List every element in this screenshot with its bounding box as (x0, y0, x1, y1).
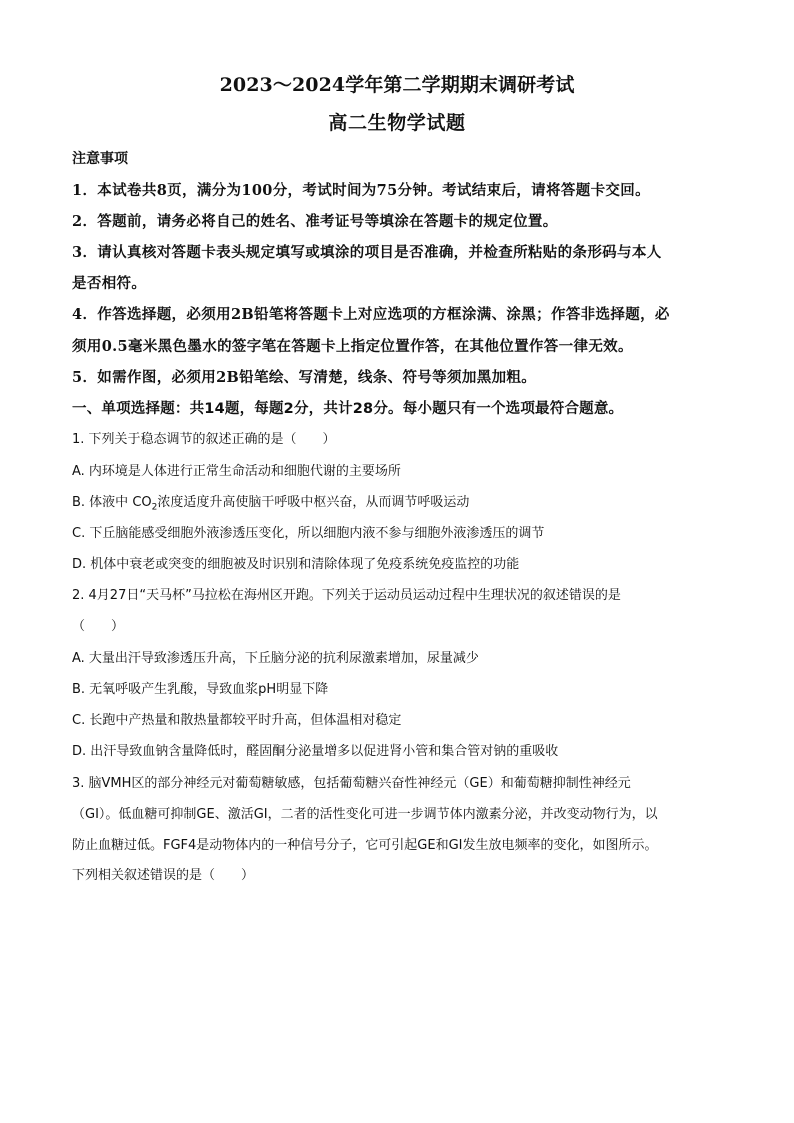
notice-item-1: 1．本试卷共8页，满分为100分，考试时间为75分钟。考试结束后，请将答题卡交回。 (72, 182, 650, 199)
question-2-option-b: B. 无氧呼吸产生乳酸，导致血浆pH明显下降 (72, 682, 329, 697)
question-2-stem-cont: （ ） (72, 619, 125, 634)
question-2-option-a: A. 大量出汗导致渗透压升高，下丘脑分泌的抗利尿激素增加，尿量减少 (72, 651, 479, 666)
notice-item-4: 4．作答选择题，必须用2B铅笔将答题卡上对应选项的方框涂满、涂黑；作答非选择题，必 (72, 306, 670, 323)
question-3-stem-line-4: 下列相关叙述错误的是（ ） (72, 868, 255, 883)
question-3-stem-line-2: （GI）。低血糖可抑制GE、激活GI，二者的活性变化可进一步调节体内激素分泌，并改变动物行为，以 (72, 807, 658, 822)
notice-item-5: 5．如需作图，必须用2B铅笔绘、写清楚，线条、符号等须加黑加粗。 (72, 369, 537, 386)
question-1-option-c: C. 下丘脑能感受细胞外液渗透压变化，所以细胞内液不参与细胞外液渗透压的调节 (72, 526, 545, 541)
section-heading: 一、单项选择题：共14题，每题2分，共计28分。每小题只有一个选项最符合题意。 (72, 401, 624, 417)
question-1-option-b: B. 体液中 $CO_2$浓度适度升高使脑干呼吸中枢兴奋，从而调节呼吸运动 (72, 495, 470, 513)
question-2-stem: 2. 4月27日“天马杯”马拉松在海州区开跑。下列关于运动员运动过程中生理状况的叙述错误的是 (72, 588, 621, 603)
notice-item-4-cont: 须用0.5毫米黑色墨水的签字笔在答题卡上指定位置作答，在其他位置作答一律无效。 (72, 338, 633, 355)
question-3-stem-line-3: 防止血糖过低。FGF4是动物体内的一种信号分子，它可引起GE和GI发生放电频率的变化，如图所示。 (72, 838, 658, 853)
question-3-stem-line-1: 3. 脑VMH区的部分神经元对葡萄糖敏感，包括葡萄糖兴奋性神经元（GE）和葡萄糖抑制性神经元 (72, 776, 631, 791)
notice-item-2: 2．答题前，请务必将自己的姓名、准考证号等填涂在答题卡的规定位置。 (72, 213, 558, 230)
notice-item-3-cont: 是否相符。 (72, 275, 147, 292)
question-1-option-d: D. 机体中衰老或突变的细胞被及时识别和清除体现了免疫系统免疫监控的功能 (72, 557, 520, 572)
notice-heading: 注意事项 (72, 151, 128, 167)
exam-title: 2023～2024学年第二学期期末调研考试 (219, 74, 575, 96)
question-1-option-a: A. 内环境是人体进行正常生命活动和细胞代谢的主要场所 (72, 464, 401, 479)
question-2-option-c: C. 长跑中产热量和散热量都较平时升高，但体温相对稳定 (72, 713, 402, 728)
question-2-option-d: D. 出汗导致血钠含量降低时，醛固酮分泌量增多以促进肾小管和集合管对钠的重吸收 (72, 744, 559, 759)
question-1-stem: 1. 下列关于稳态调节的叙述正确的是（ ） (72, 432, 336, 447)
notice-item-3: 3．请认真核对答题卡表头规定填写或填涂的项目是否准确，并检查所粘贴的条形码与本人 (72, 244, 662, 261)
exam-subtitle: 高二生物学试题 (328, 112, 466, 134)
